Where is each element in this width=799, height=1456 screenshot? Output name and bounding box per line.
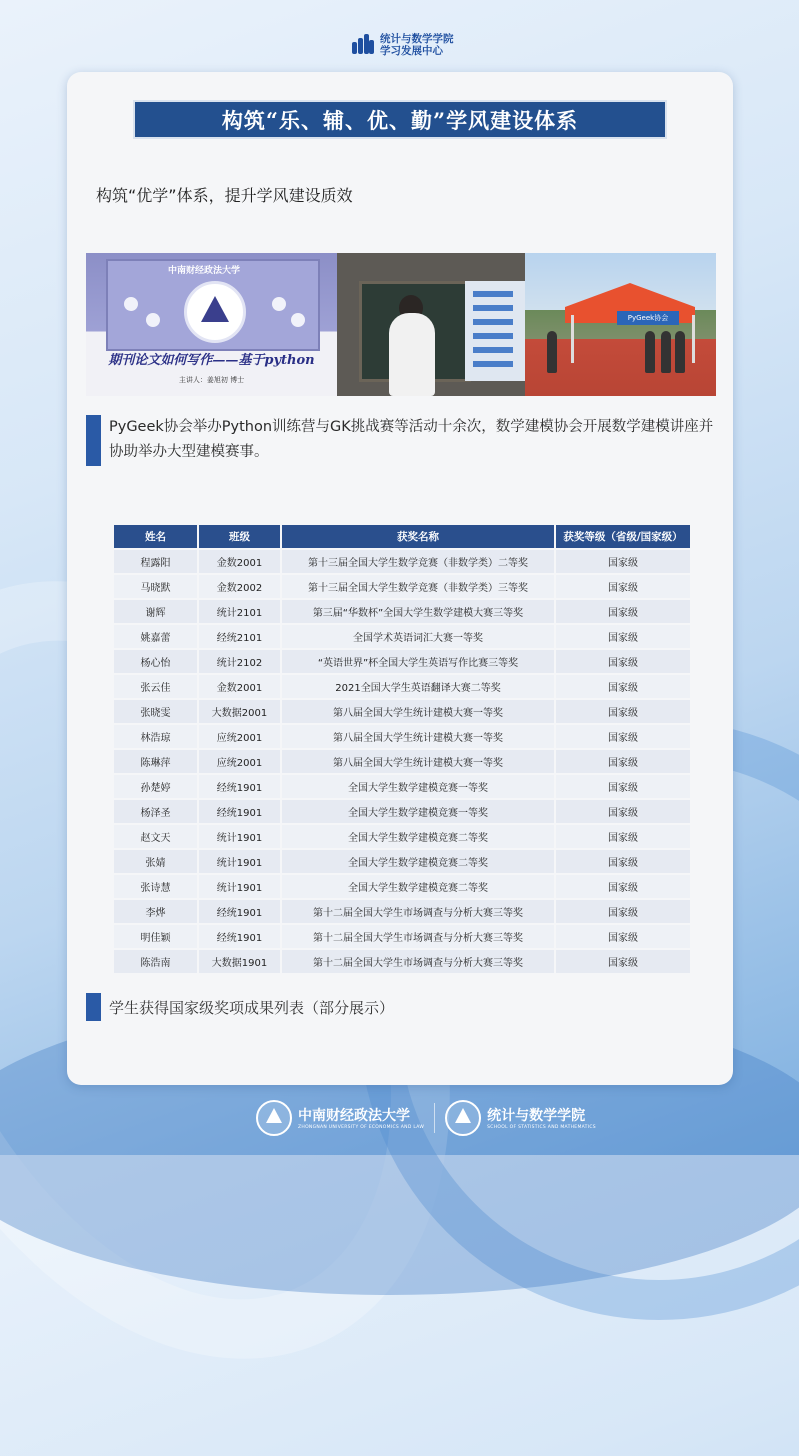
department-logo-icon bbox=[352, 34, 374, 56]
poster-caption: 期刊论文如何写作——基于python bbox=[108, 353, 315, 368]
cell-class: 大数据2001 bbox=[199, 700, 280, 723]
cell-level: 国家级 bbox=[556, 725, 690, 748]
cell-award: 全国大学生数学建模竞赛二等奖 bbox=[282, 825, 554, 848]
table-row bbox=[114, 575, 690, 598]
table-row bbox=[114, 900, 690, 923]
cell-name: 张诗慧 bbox=[114, 875, 197, 898]
decor-circle bbox=[291, 313, 305, 327]
cell-award: 第十二届全国大学生市场调查与分析大赛三等奖 bbox=[282, 925, 554, 948]
cell-name: 李烨 bbox=[114, 900, 197, 923]
cell-level: 国家级 bbox=[556, 850, 690, 873]
cell-name: 陈浩南 bbox=[114, 950, 197, 973]
cell-name: 程露阳 bbox=[114, 550, 197, 573]
cell-award: 第十三届全国大学生数学竞赛（非数学类）三等奖 bbox=[282, 575, 554, 598]
table-row bbox=[114, 825, 690, 848]
footer-divider bbox=[434, 1103, 435, 1133]
table-row bbox=[114, 850, 690, 873]
cell-level: 国家级 bbox=[556, 575, 690, 598]
cell-name: 孙楚婷 bbox=[114, 775, 197, 798]
cell-class: 统计1901 bbox=[199, 875, 280, 898]
cell-class: 经统1901 bbox=[199, 775, 280, 798]
photo-strip bbox=[86, 253, 716, 396]
cell-class: 应统2001 bbox=[199, 725, 280, 748]
university-name: 中南财经政法大学 bbox=[298, 1107, 410, 1124]
cell-class: 金数2001 bbox=[199, 675, 280, 698]
cell-award: 第十二届全国大学生市场调查与分析大赛三等奖 bbox=[282, 900, 554, 923]
table-row bbox=[114, 625, 690, 648]
column-header-award: 获奖名称 bbox=[282, 525, 554, 548]
cell-class: 经统1901 bbox=[199, 900, 280, 923]
cell-award: 全国大学生数学建模竞赛一等奖 bbox=[282, 775, 554, 798]
table-row bbox=[114, 725, 690, 748]
cell-name: 陈琳萍 bbox=[114, 750, 197, 773]
column-header-class: 班级 bbox=[199, 525, 280, 548]
cell-name: 杨泽圣 bbox=[114, 800, 197, 823]
cell-class: 统计2101 bbox=[199, 600, 280, 623]
column-header-level: 获奖等级（省级/国家级） bbox=[556, 525, 690, 548]
cell-class: 经统1901 bbox=[199, 925, 280, 948]
cell-award: “英语世界”杯全国大学生英语写作比赛三等奖 bbox=[282, 650, 554, 673]
department-name-line2: 学习发展中心 bbox=[380, 45, 443, 57]
table-row bbox=[114, 600, 690, 623]
outdoor-event-photo bbox=[525, 253, 716, 396]
university-seal-icon bbox=[256, 1100, 292, 1136]
decor-circle bbox=[124, 297, 138, 311]
cell-class: 大数据1901 bbox=[199, 950, 280, 973]
description-block bbox=[86, 415, 716, 465]
cell-level: 国家级 bbox=[556, 750, 690, 773]
table-row bbox=[114, 550, 690, 573]
university-emblem-icon bbox=[184, 281, 246, 343]
section-subtitle: 构筑“优学”体系，提升学风建设质效 bbox=[96, 186, 353, 205]
table-row bbox=[114, 650, 690, 673]
table-row bbox=[114, 875, 690, 898]
cell-name: 赵文天 bbox=[114, 825, 197, 848]
presenter-figure bbox=[389, 313, 435, 396]
building-name-text: 中南财经政法大学 bbox=[168, 266, 241, 276]
decor-circle bbox=[272, 297, 286, 311]
column-header-name: 姓名 bbox=[114, 525, 197, 548]
school-name: 统计与数学学院 bbox=[487, 1107, 586, 1124]
cell-level: 国家级 bbox=[556, 700, 690, 723]
cell-class: 统计1901 bbox=[199, 825, 280, 848]
accent-bar bbox=[86, 415, 101, 466]
classroom-photo bbox=[337, 253, 525, 396]
cell-award: 第三届“华数杯”全国大学生数学建模大赛三等奖 bbox=[282, 600, 554, 623]
cell-name: 明佳颖 bbox=[114, 925, 197, 948]
table-row bbox=[114, 925, 690, 948]
cell-award: 第八届全国大学生统计建模大赛一等奖 bbox=[282, 725, 554, 748]
awards-table bbox=[112, 523, 692, 975]
cell-name: 张晓雯 bbox=[114, 700, 197, 723]
table-header-row bbox=[114, 525, 690, 548]
lecture-poster-photo bbox=[86, 253, 337, 396]
cell-award: 全国大学生数学建模竞赛二等奖 bbox=[282, 850, 554, 873]
cell-level: 国家级 bbox=[556, 950, 690, 973]
cell-class: 经统2101 bbox=[199, 625, 280, 648]
poster-speaker: 主讲人：姜旭初 博士 bbox=[178, 376, 245, 384]
school-seal-icon bbox=[445, 1100, 481, 1136]
person-figure bbox=[675, 331, 685, 373]
cell-name: 马晓默 bbox=[114, 575, 197, 598]
cell-name: 姚嘉蕾 bbox=[114, 625, 197, 648]
cell-class: 金数2001 bbox=[199, 550, 280, 573]
cell-name: 张云佳 bbox=[114, 675, 197, 698]
table-row bbox=[114, 700, 690, 723]
footer-logos bbox=[256, 1097, 596, 1139]
department-name-line1: 统计与数学学院 bbox=[380, 33, 454, 45]
cell-class: 统计2102 bbox=[199, 650, 280, 673]
cell-level: 国家级 bbox=[556, 650, 690, 673]
cell-level: 国家级 bbox=[556, 775, 690, 798]
person-figure bbox=[645, 331, 655, 373]
table-row bbox=[114, 950, 690, 973]
table-row bbox=[114, 675, 690, 698]
cell-name: 张婧 bbox=[114, 850, 197, 873]
cell-level: 国家级 bbox=[556, 675, 690, 698]
cell-name: 林浩琼 bbox=[114, 725, 197, 748]
cell-award: 第八届全国大学生统计建模大赛一等奖 bbox=[282, 750, 554, 773]
description-text: PyGeek协会举办Python训练营与GK挑战赛等活动十余次，数学建模协会开展数学建模讲座并协助举办大型建模赛事。 bbox=[109, 419, 714, 460]
cell-level: 国家级 bbox=[556, 625, 690, 648]
cell-level: 国家级 bbox=[556, 875, 690, 898]
cell-class: 应统2001 bbox=[199, 750, 280, 773]
cell-class: 统计1901 bbox=[199, 850, 280, 873]
table-row bbox=[114, 750, 690, 773]
person-figure bbox=[661, 331, 671, 373]
cell-award: 第十二届全国大学生市场调查与分析大赛三等奖 bbox=[282, 950, 554, 973]
table-row bbox=[114, 800, 690, 823]
accent-bar bbox=[86, 993, 101, 1021]
cell-award: 全国学术英语词汇大赛一等奖 bbox=[282, 625, 554, 648]
cell-award: 第十三届全国大学生数学竞赛（非数学类）二等奖 bbox=[282, 550, 554, 573]
cell-award: 第八届全国大学生统计建模大赛一等奖 bbox=[282, 700, 554, 723]
table-caption: 学生获得国家级奖项成果列表（部分展示） bbox=[109, 999, 395, 1017]
cell-class: 经统1901 bbox=[199, 800, 280, 823]
cell-award: 全国大学生数学建模竞赛一等奖 bbox=[282, 800, 554, 823]
cell-level: 国家级 bbox=[556, 900, 690, 923]
projection-screen bbox=[465, 281, 525, 381]
cell-level: 国家级 bbox=[556, 550, 690, 573]
table-row bbox=[114, 775, 690, 798]
cell-award: 全国大学生数学建模竞赛二等奖 bbox=[282, 875, 554, 898]
cell-name: 杨心怡 bbox=[114, 650, 197, 673]
cell-class: 金数2002 bbox=[199, 575, 280, 598]
cell-level: 国家级 bbox=[556, 600, 690, 623]
person-figure bbox=[547, 331, 557, 373]
cell-name: 谢辉 bbox=[114, 600, 197, 623]
school-name-en: SCHOOL OF STATISTICS AND MATHEMATICS bbox=[487, 1124, 596, 1130]
department-logo bbox=[352, 30, 454, 60]
cell-award: 2021全国大学生英语翻译大赛二等奖 bbox=[282, 675, 554, 698]
university-name-en: ZHONGNAN UNIVERSITY OF ECONOMICS AND LAW bbox=[298, 1124, 425, 1130]
cell-level: 国家级 bbox=[556, 925, 690, 948]
tent-banner: PyGeek协会 bbox=[617, 311, 679, 325]
cell-level: 国家级 bbox=[556, 825, 690, 848]
page-title-banner: 构筑“乐、辅、优、勤”学风建设体系 bbox=[133, 100, 667, 139]
decor-circle bbox=[146, 313, 160, 327]
awards-table-body bbox=[114, 550, 690, 973]
cell-level: 国家级 bbox=[556, 800, 690, 823]
